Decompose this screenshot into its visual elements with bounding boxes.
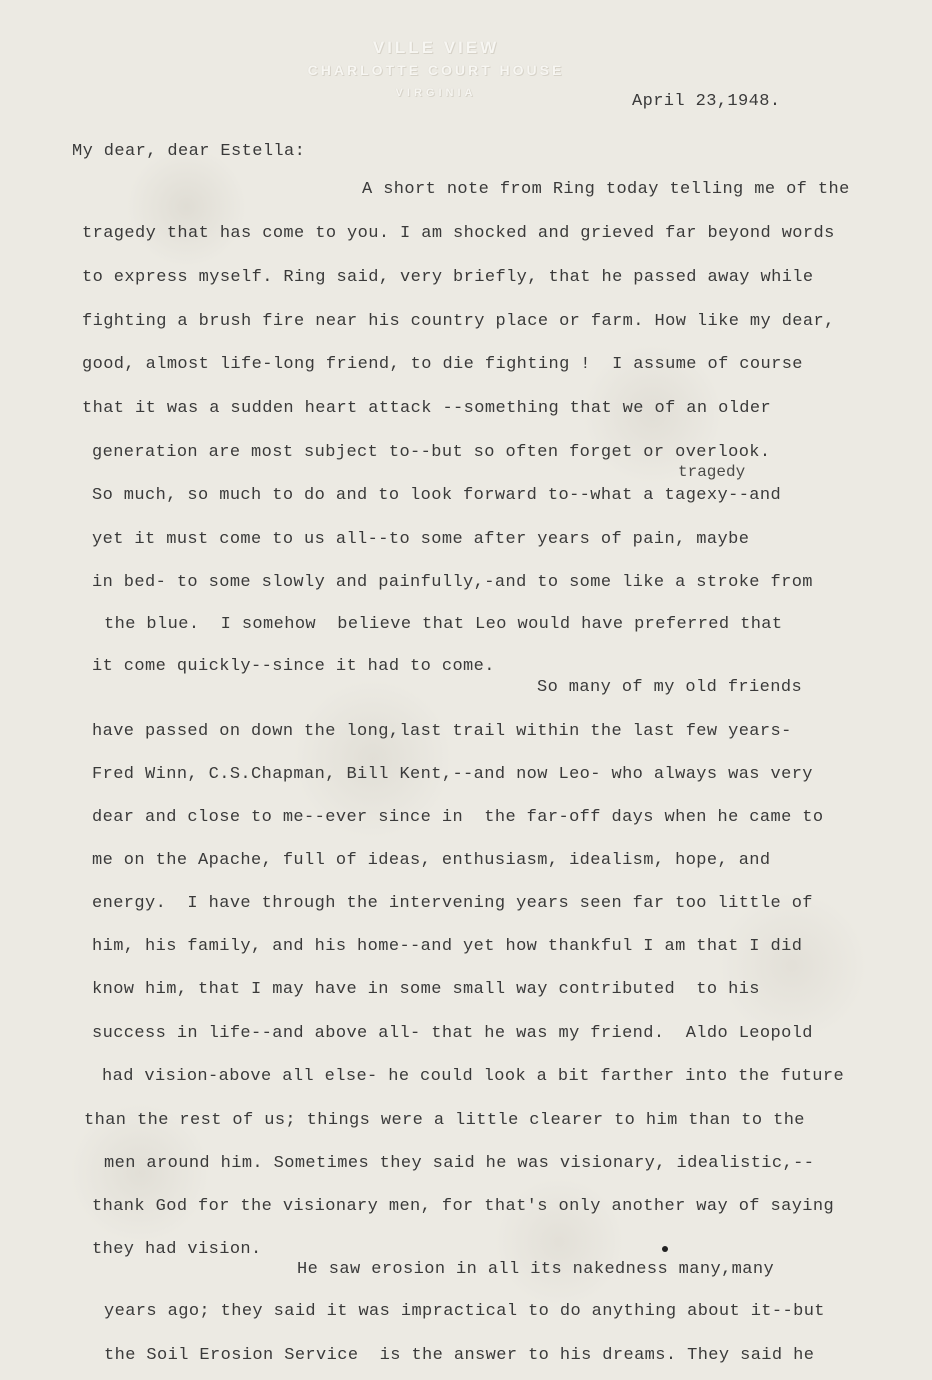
text-line: He saw erosion in all its nakedness many,many: [297, 1260, 775, 1279]
salutation: My dear, dear Estella:: [72, 142, 306, 161]
text-line: than the rest of us; things were a little clearer to him than to the: [84, 1111, 805, 1130]
letterhead-place: CHARLOTTE COURT HOUSE: [307, 62, 565, 78]
text-line: good, almost life-long friend, to die fighting ! I assume of course: [82, 355, 803, 374]
text-line: it come quickly--since it had to come.: [92, 657, 495, 676]
text-line: the Soil Erosion Service is the answer to his dreams. They said he: [104, 1346, 815, 1365]
text-line: success in life--and above all- that he was my friend. Aldo Leopold: [92, 1024, 813, 1043]
text-line: that it was a sudden heart attack --something that we of an older: [82, 399, 772, 418]
text-line: fighting a brush fire near his country place or farm. How like my dear,: [82, 312, 835, 331]
text-line: know him, that I may have in some small way contributed to his: [92, 980, 760, 999]
text-line: So much, so much to do and to look forward to--what a tagexy--and: [92, 486, 782, 505]
text-line: him, his family, and his home--and yet how thankful I am that I did: [92, 937, 803, 956]
text-line: thank God for the visionary men, for that's only another way of saying: [92, 1197, 835, 1216]
text-line: to express myself. Ring said, very briefly, that he passed away while: [82, 268, 814, 287]
text-line: So many of my old friends: [537, 678, 803, 697]
letter-date: April 23,1948.: [632, 92, 781, 111]
ink-dot: [662, 1246, 668, 1252]
text-line: yet it must come to us all--to some after years of pain, maybe: [92, 530, 750, 549]
letterhead-name: VILLE VIEW: [372, 38, 500, 57]
text-line: Fred Winn, C.S.Chapman, Bill Kent,--and now Leo- who always was very: [92, 765, 813, 784]
text-line: generation are most subject to--but so often forget or overlook.: [92, 443, 771, 462]
text-line: energy. I have through the intervening years seen far too little of: [92, 894, 813, 913]
text-line: they had vision.: [92, 1240, 262, 1259]
text-line: had vision-above all else- he could look a bit farther into the future: [102, 1067, 845, 1086]
text-line: years ago; they said it was impractical to do anything about it--but: [104, 1302, 825, 1321]
interlinear-correction: tragedy: [678, 463, 746, 481]
text-line: the blue. I somehow believe that Leo would have preferred that: [104, 615, 783, 634]
text-line: dear and close to me--ever since in the far-off days when he came to: [92, 808, 824, 827]
text-line: tragedy that has come to you. I am shocked and grieved far beyond words: [82, 224, 835, 243]
text-line: in bed- to some slowly and painfully,-and to some like a stroke from: [92, 573, 813, 592]
text-line: men around him. Sometimes they said he was visionary, idealistic,--: [104, 1154, 815, 1173]
text-line: A short note from Ring today telling me of the: [362, 180, 850, 199]
text-line: me on the Apache, full of ideas, enthusiasm, idealism, hope, and: [92, 851, 771, 870]
letterhead-state: VIRGINIA: [395, 87, 477, 99]
text-line: have passed on down the long,last trail within the last few years-: [92, 722, 792, 741]
